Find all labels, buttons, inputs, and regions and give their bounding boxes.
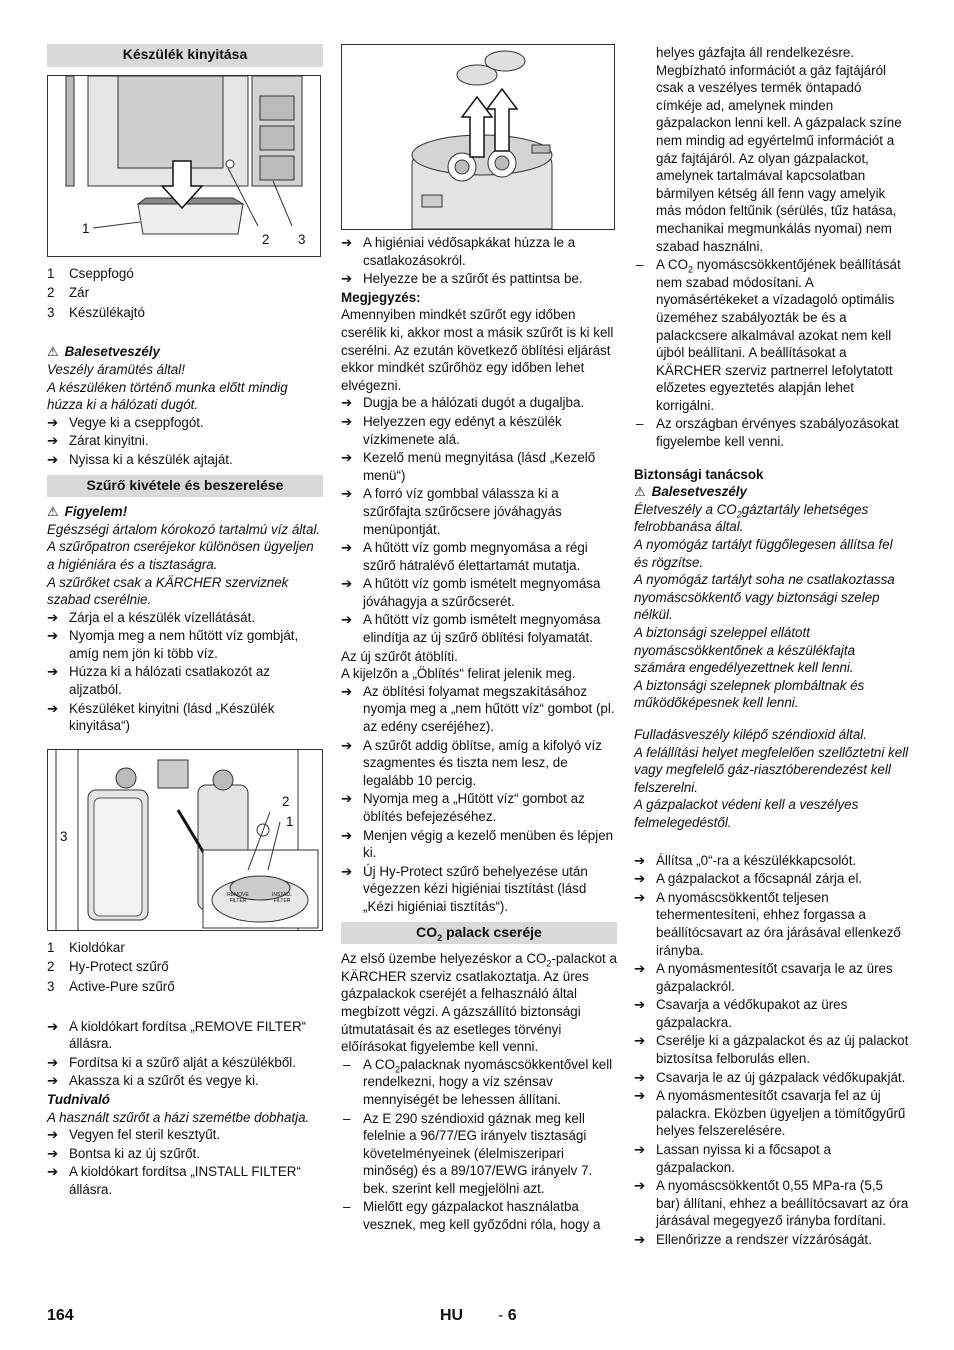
- legend-item: 3 Active-Pure szűrő: [47, 979, 175, 995]
- arrow-icon: ➔: [341, 737, 353, 753]
- dash-item: – Az országban érvényes szabályozásokat figyelembe kell venni.: [636, 416, 899, 450]
- arrow-icon: ➔: [634, 1232, 646, 1247]
- warning-text: A készüléken történő munka előtt mindig húzza ki a hálózati dugót.: [47, 379, 288, 413]
- arrow-icon: ➔: [341, 827, 353, 843]
- step: ➔ Csavarja le az új gázpalack védőkupakját.: [634, 1069, 906, 1085]
- step: ➔ A hűtött víz gomb megnyomása a régi szűrő hátralévő élettartamát mutatja.: [341, 540, 588, 573]
- arrow-icon: ➔: [47, 628, 59, 644]
- arrow-icon: ➔: [341, 791, 353, 807]
- arrow-icon: ➔: [341, 271, 353, 287]
- step: ➔ A kioldókart fordítsa „INSTALL FILTER“ állásra.: [47, 1164, 301, 1197]
- arrow-icon: ➔: [47, 1073, 59, 1089]
- page-number: 164: [47, 1307, 74, 1324]
- arrow-icon: ➔: [634, 1033, 646, 1049]
- step: ➔ A higiéniai védősapkákat húzza le a csatlakozásokról.: [341, 235, 576, 268]
- arrow-icon: ➔: [634, 997, 646, 1013]
- arrow-icon: ➔: [47, 664, 59, 680]
- section-number: - 6: [498, 1307, 517, 1324]
- arrow-icon: ➔: [47, 1145, 59, 1161]
- dash-item: – Mielőtt egy gázpalackot használatba vesznek, meg kell győződni róla, hogy a: [343, 1199, 601, 1233]
- warning-triangle-icon: ⚠: [47, 504, 59, 520]
- note-text: A használt szűrőt a házi szemétbe dobhatja.: [47, 1109, 310, 1125]
- warning-text: Fulladásveszély kilépő széndioxid által.: [634, 726, 867, 742]
- column-2: [341, 44, 617, 1235]
- arrow-icon: ➔: [341, 413, 353, 429]
- warning-title: ⚠ Figyelem!: [47, 504, 128, 520]
- warning-text: A felállítási helyet megfelelően szellőztetni kell vagy megfelelő gáz-riasztóberendezést kell felszerelni.: [634, 744, 909, 795]
- warning-text: Egészségi ártalom kórokozó tartalmú víz által. A szűrőpatron cseréjekor különösen ügyeljen a higiéniára és a tisztaságra.: [47, 521, 321, 572]
- step: ➔ A nyomásmentesítőt csavarja fel az új palackra. Eközben ügyeljen a tömítőgyűrű helyes felszerelésére.: [634, 1088, 906, 1139]
- fig2-label-2: 2: [282, 793, 290, 809]
- heading-co2: $CO_2$ palack cseréje: [341, 922, 617, 945]
- step: ➔ Zárja el a készülék vízellátását.: [47, 609, 256, 625]
- warning-text: A nyomógáz tartályt függőlegesen állítsa fel és rögzítse.: [634, 537, 893, 570]
- arrow-icon: ➔: [341, 235, 353, 250]
- figure-protective-caps: [341, 44, 615, 230]
- arrow-icon: ➔: [341, 576, 353, 592]
- column-1: [47, 44, 323, 1200]
- step: ➔ Lassan nyissa ki a főcsapot a gázpalackon.: [634, 1142, 831, 1175]
- step: ➔ Helyezze be a szűrőt és pattintsa be.: [341, 271, 583, 287]
- warning-text: A szűrőket csak a KÄRCHER szerviznek szabad cserélnie.: [47, 574, 289, 608]
- dash-item: – Az E 290 széndioxid gáznak meg kell felelnie a 96/77/EG irányelv tisztasági követelményeinek (élelmiszeripari minőség) és a 89/107/EWG irányelv 7. bek. szerint kell megjelölni azt.: [343, 1110, 593, 1196]
- step: ➔ A nyomáscsökkentőt 0,55 MPa-ra (5,5 bar) állítani, ehhez a beállítócsavart az óra járásával megegyező irányba fordítani.: [634, 1178, 909, 1229]
- step: ➔ A gázpalackot a főcsapnál zárja el.: [634, 871, 863, 887]
- column-3: [634, 44, 910, 1250]
- note-text: Amennyiben mindkét szűrőt egy időben cserélik ki, akkor most a másik szűrőt is ki kell cserélni. Az ezután következő öblítési eljárást ekkor mindkét szűrőhöz egy időben lehet elvégezni.: [341, 307, 614, 393]
- arrow-icon: ➔: [634, 852, 646, 868]
- arrow-icon: ➔: [47, 1018, 59, 1034]
- arrow-icon: ➔: [47, 1054, 59, 1070]
- fig1-label-1: 1: [82, 220, 90, 236]
- arrow-icon: ➔: [341, 612, 353, 628]
- legend-item: 2 Hy-Protect szűrő: [47, 959, 169, 975]
- step: ➔ Vegyen fel steril kesztyűt.: [47, 1127, 221, 1143]
- step: ➔ Ellenőrizze a rendszer vízzáróságát.: [634, 1232, 872, 1247]
- arrow-icon: ➔: [47, 414, 59, 430]
- step: ➔ A hűtött víz gomb ismételt megnyomása elindítja az új szűrő öblítési folyamatát.: [341, 612, 601, 646]
- warning-triangle-icon: ⚠: [47, 344, 59, 360]
- arrow-icon: ➔: [341, 863, 353, 879]
- language-code: HU: [440, 1307, 464, 1324]
- arrow-icon: ➔: [47, 609, 59, 625]
- arrow-icon: ➔: [341, 395, 353, 411]
- step: ➔ Dugja be a hálózati dugót a dugaljba.: [341, 395, 585, 411]
- step: ➔ Húzza ki a hálózati csatlakozót az aljzatból.: [47, 664, 270, 698]
- step: ➔ Nyissa ki a készülék ajtaját.: [47, 451, 233, 467]
- step: ➔ A forró víz gombbal válassza ki a szűrőfajta szűrőcsere jóváhagyás menüpontját.: [341, 486, 562, 537]
- step: ➔ Nyomja meg a „Hűtött víz“ gombot az öblítés befejezéséhez.: [341, 791, 585, 824]
- step: ➔ Állítsa „0“-ra a készülékkapcsolót.: [634, 852, 857, 868]
- step: ➔ A nyomáscsökkentőt teljesen tehermentesíteni, ehhez forgassa a beállítócsavart az óra járásával ellenkező irányba.: [634, 889, 901, 958]
- legend-item: 2 Zár: [47, 285, 90, 301]
- paragraph: A kijelzőn a „Öblítés“ felirat jelenik meg.: [341, 666, 576, 682]
- safety-title: Biztonsági tanácsok: [634, 466, 764, 482]
- step: ➔ Csavarja a védőkupakot az üres gázpalackra.: [634, 997, 848, 1030]
- arrow-icon: ➔: [47, 433, 59, 449]
- figure-filters: [47, 749, 323, 931]
- step: ➔ Fordítsa ki a szűrő alját a készülékből.: [47, 1054, 297, 1070]
- arrow-icon: ➔: [341, 540, 353, 556]
- arrow-icon: ➔: [634, 889, 646, 905]
- step: ➔ Készüléket kinyitni (lásd „Készülék kinyitása“): [47, 700, 275, 734]
- warning-triangle-icon: ⚠: [634, 484, 646, 500]
- step: ➔ A nyomásmentesítőt csavarja le az üres gázpalackról.: [634, 961, 893, 994]
- legend-item: 1 Cseppfogó: [47, 265, 134, 281]
- arrow-icon: ➔: [634, 871, 646, 887]
- dash-item: – A $CO_2$ nyomáscsökkentőjének beállítását nem szabad módosítani. A nyomásértékeket a vízadagoló optimális üzeméhez szabályozták be és a palackcsere alkalmával azokat nem kell újból beállítani. A beállításokat a KÄRCHER szerviz partnerrel lefolytatott előzetes egyeztetés alapján lehet korrigálni.: [636, 257, 901, 413]
- step: ➔ Menjen végig a kezelő menüben és lépjen ki.: [341, 827, 614, 861]
- step: ➔ Cserélje ki a gázpalackot és az új palackot biztosítsa felborulás ellen.: [634, 1033, 909, 1067]
- step: ➔ Helyezzen egy edényt a készülék vízkimenete alá.: [341, 413, 562, 447]
- arrow-icon: ➔: [341, 450, 353, 466]
- legend-item: 3 Készülékajtó: [47, 304, 145, 320]
- step: ➔ Vegye ki a cseppfogót.: [47, 414, 204, 430]
- fig2-insert-install: INSTALL FILTER: [272, 891, 292, 904]
- warning-text: A biztonsági szeleppel ellátott nyomáscsökkentőnek a készülékfajta számára engedélyezettnek kell lenni.: [634, 625, 856, 676]
- arrow-icon: ➔: [341, 683, 353, 699]
- arrow-icon: ➔: [634, 1088, 646, 1104]
- fig2-label-3: 3: [60, 828, 68, 844]
- legend-item: 1 Kioldókar: [47, 939, 125, 955]
- step: ➔ Kezelő menü megnyitása (lásd „Kezelő menü“): [341, 450, 596, 483]
- fig1-label-2: 2: [262, 231, 270, 247]
- step: ➔ Az öblítési folyamat megszakításához nyomja meg a „nem hűtött víz“ gombot (pl. az edény cseréjéhez).: [341, 683, 615, 735]
- note-title: Tudnivaló: [47, 1092, 110, 1107]
- arrow-icon: ➔: [47, 1127, 59, 1143]
- arrow-icon: ➔: [634, 1069, 646, 1085]
- warning-text: Életveszély a $CO_2gáztartály$ lehetséges felrobbanása által.: [634, 501, 869, 535]
- arrow-icon: ➔: [47, 700, 59, 716]
- dash-continuation: helyes gázfajta áll rendelkezésre. Megbízható információt a gáz fajtájáról csak a veszélyes termék öntapadó címkéje ad, amelynek minden gázpalackon lenni kell. A gázpalack színe nem mindig ad egyértelmű információt a gáz fajtájáról. Az olyan gázpalackot, amelynek tartalmával kapcsolatban bármilyen kétség áll fenn vagy amelyik más módon feltűnik (sérülés, tűz hatása, mechanikai megmunkálás nyomai) nem szabad használni.: [656, 45, 902, 254]
- arrow-icon: ➔: [47, 451, 59, 467]
- step: ➔ Új Hy-Protect szűrő behelyezése után végezzen kézi higiéniai tisztítást (lásd „Kézi higiéniai tisztítás“).: [341, 863, 588, 914]
- warning-text: A biztonsági szelepnek plombáltnak és működőképesnek kell lenni.: [634, 677, 865, 711]
- step: ➔ A hűtött víz gomb ismételt megnyomása jóváhagyja a szűrőcserét.: [341, 576, 601, 609]
- step: ➔ Akassza ki a szűrőt és vegye ki.: [47, 1073, 259, 1089]
- warning-text: A nyomógáz tartályt soha ne csatlakoztassa nyomáscsökkentő vagy biztonsági szelep nélkül.: [634, 572, 895, 623]
- protective-caps-illustration: [342, 45, 614, 229]
- heading-filter: Szűrő kivétele és beszerelése: [47, 475, 323, 498]
- heading-open-device: Készülék kinyitása: [47, 44, 323, 67]
- arrow-icon: ➔: [634, 1178, 646, 1194]
- note-title: Megjegyzés:: [341, 289, 421, 305]
- warning-text: A gázpalackot védeni kell a veszélyes felmelegedéstől.: [634, 797, 859, 830]
- paragraph: Az új szűrőt átöblíti.: [341, 648, 458, 664]
- arrow-icon: ➔: [47, 1164, 59, 1180]
- figure-open-device: [47, 75, 321, 257]
- step: ➔ Bontsa ki az új szűrőt.: [47, 1145, 200, 1161]
- arrow-icon: ➔: [634, 1142, 646, 1158]
- warning-title: ⚠ Balesetveszély: [47, 344, 160, 360]
- step: ➔ A szűrőt addig öblítse, amíg a kifolyó víz szagmentes és tiszta nem lesz, de legalább 10 percig.: [341, 737, 602, 788]
- co2-intro: Az első üzembe helyezéskor a $CO_2$-palackot a KÄRCHER szerviz csatlakoztatja. Az üres gázpalackok cseréjét a felhasználó által megbízott végzi. A gázszállító biztonsági útmutatásait és az esetleges törvényi előírásokat figyelembe kell venni.: [341, 951, 617, 1055]
- arrow-icon: ➔: [634, 961, 646, 977]
- step: ➔ Zárat kinyitni.: [47, 433, 149, 449]
- warning-title: ⚠ Balesetveszély: [634, 484, 747, 500]
- step: ➔ A kioldókart fordítsa „REMOVE FILTER“ állásra.: [47, 1018, 307, 1052]
- step: ➔ Nyomja meg a nem hűtött víz gombját, amíg nem jön ki több víz.: [47, 628, 299, 661]
- warning-text: Veszély áramütés által!: [47, 361, 185, 377]
- fig1-label-3: 3: [298, 231, 306, 247]
- fig2-insert-remove: REMOVE FILTER: [227, 891, 249, 904]
- dash-item: – A $CO_2palacknak$ nyomáscsökkentővel kell rendelkezni, hogy a víz szénsav mennyiségét be lehessen állítani.: [343, 1056, 613, 1107]
- arrow-icon: ➔: [341, 486, 353, 502]
- fig2-label-1: 1: [286, 813, 294, 829]
